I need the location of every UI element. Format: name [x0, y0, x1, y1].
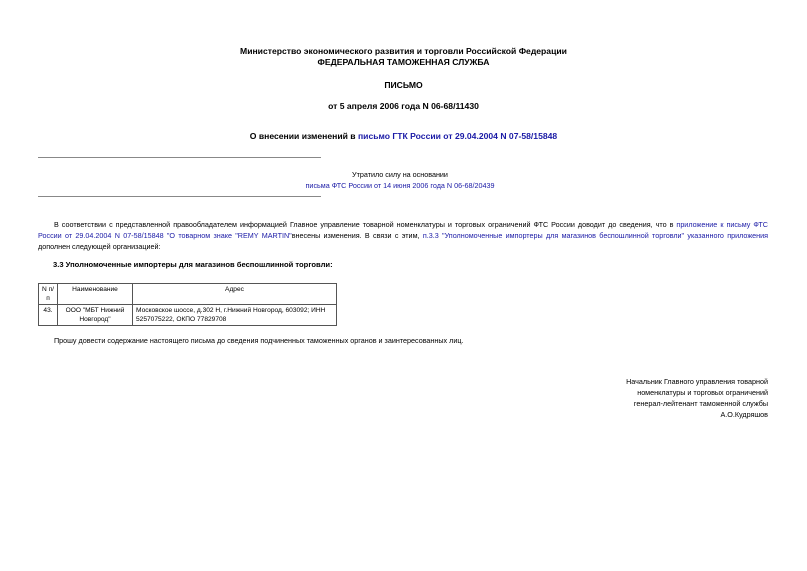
subject-link[interactable]: письмо ГТК России от 29.04.2004 N 07-58/15848 [357, 131, 558, 141]
expired-note-text: Утратило силу на основании [352, 170, 448, 179]
cell-name: ООО "МБТ Нижний Новгород" [58, 305, 133, 326]
annex-link[interactable]: приложение к письму ФТС России от 29.04.2004 N 07-58/15848 "О товарном знаке "REMY MARTIN" [38, 220, 768, 240]
cell-number: 43. [39, 305, 58, 326]
ministry-title: Министерство экономического развития и торговли Российской Федерации [240, 46, 567, 56]
body-paragraph [38, 219, 768, 252]
service-title: ФЕДЕРАЛЬНАЯ ТАМОЖЕННАЯ СЛУЖБА [317, 57, 490, 67]
signature-line: номенклатуры и торговых ограничений [637, 388, 768, 397]
document-subject [0, 131, 807, 142]
closing-paragraph: Прошу довести содержание настоящего письма до сведения подчиненных таможенных органов и заинтересованных лиц. [54, 336, 464, 345]
signature-name: А.О.Кудряшов [720, 410, 768, 419]
table-header-row [39, 284, 337, 305]
paragraph-text-b: внесены изменения. В связи с этим, [291, 231, 423, 240]
signature-line: генерал-лейтенант таможенной службы [633, 399, 768, 408]
document-type: ПИСЬМО [384, 80, 423, 90]
divider-top [38, 157, 321, 158]
subject-prefix: О внесении изменений в [249, 131, 358, 141]
expired-note-link-line [200, 180, 600, 191]
expired-note-link[interactable]: письма ФТС России от 14 июня 2006 года N 06-68/20439 [305, 181, 495, 190]
header-name: Наименование [58, 284, 133, 305]
signature-line: Начальник Главного управления товарной [626, 377, 768, 386]
section-title: 3.3 Уполномоченные импортеры для магазинов беспошлинной торговли: [53, 260, 333, 269]
divider-bottom [38, 196, 321, 197]
clause-link[interactable]: п.3.3 "Уполномоченные импортеры для магазинов беспошлинной торговли" указанного приложения [422, 231, 768, 240]
table-row [39, 305, 337, 326]
header-number: N п/п [39, 284, 58, 305]
signature-block [626, 376, 768, 420]
document-date-number: от 5 апреля 2006 года N 06-68/11430 [328, 101, 479, 111]
paragraph-text-c: дополнен следующей организацией: [38, 242, 161, 251]
header-address: Адрес [133, 284, 337, 305]
importers-table [38, 283, 337, 326]
cell-address: Московское шоссе, д.302 Н, г.Нижний Новгород, 603092; ИНН 5257075222, ОКПО 77829708 [133, 305, 337, 326]
paragraph-text-a: В соответствии с представленной правообладателем информацией Главное управление товарной номенклатуры и торговых ограничений ФТС России доводит до сведения, что в [54, 220, 677, 229]
